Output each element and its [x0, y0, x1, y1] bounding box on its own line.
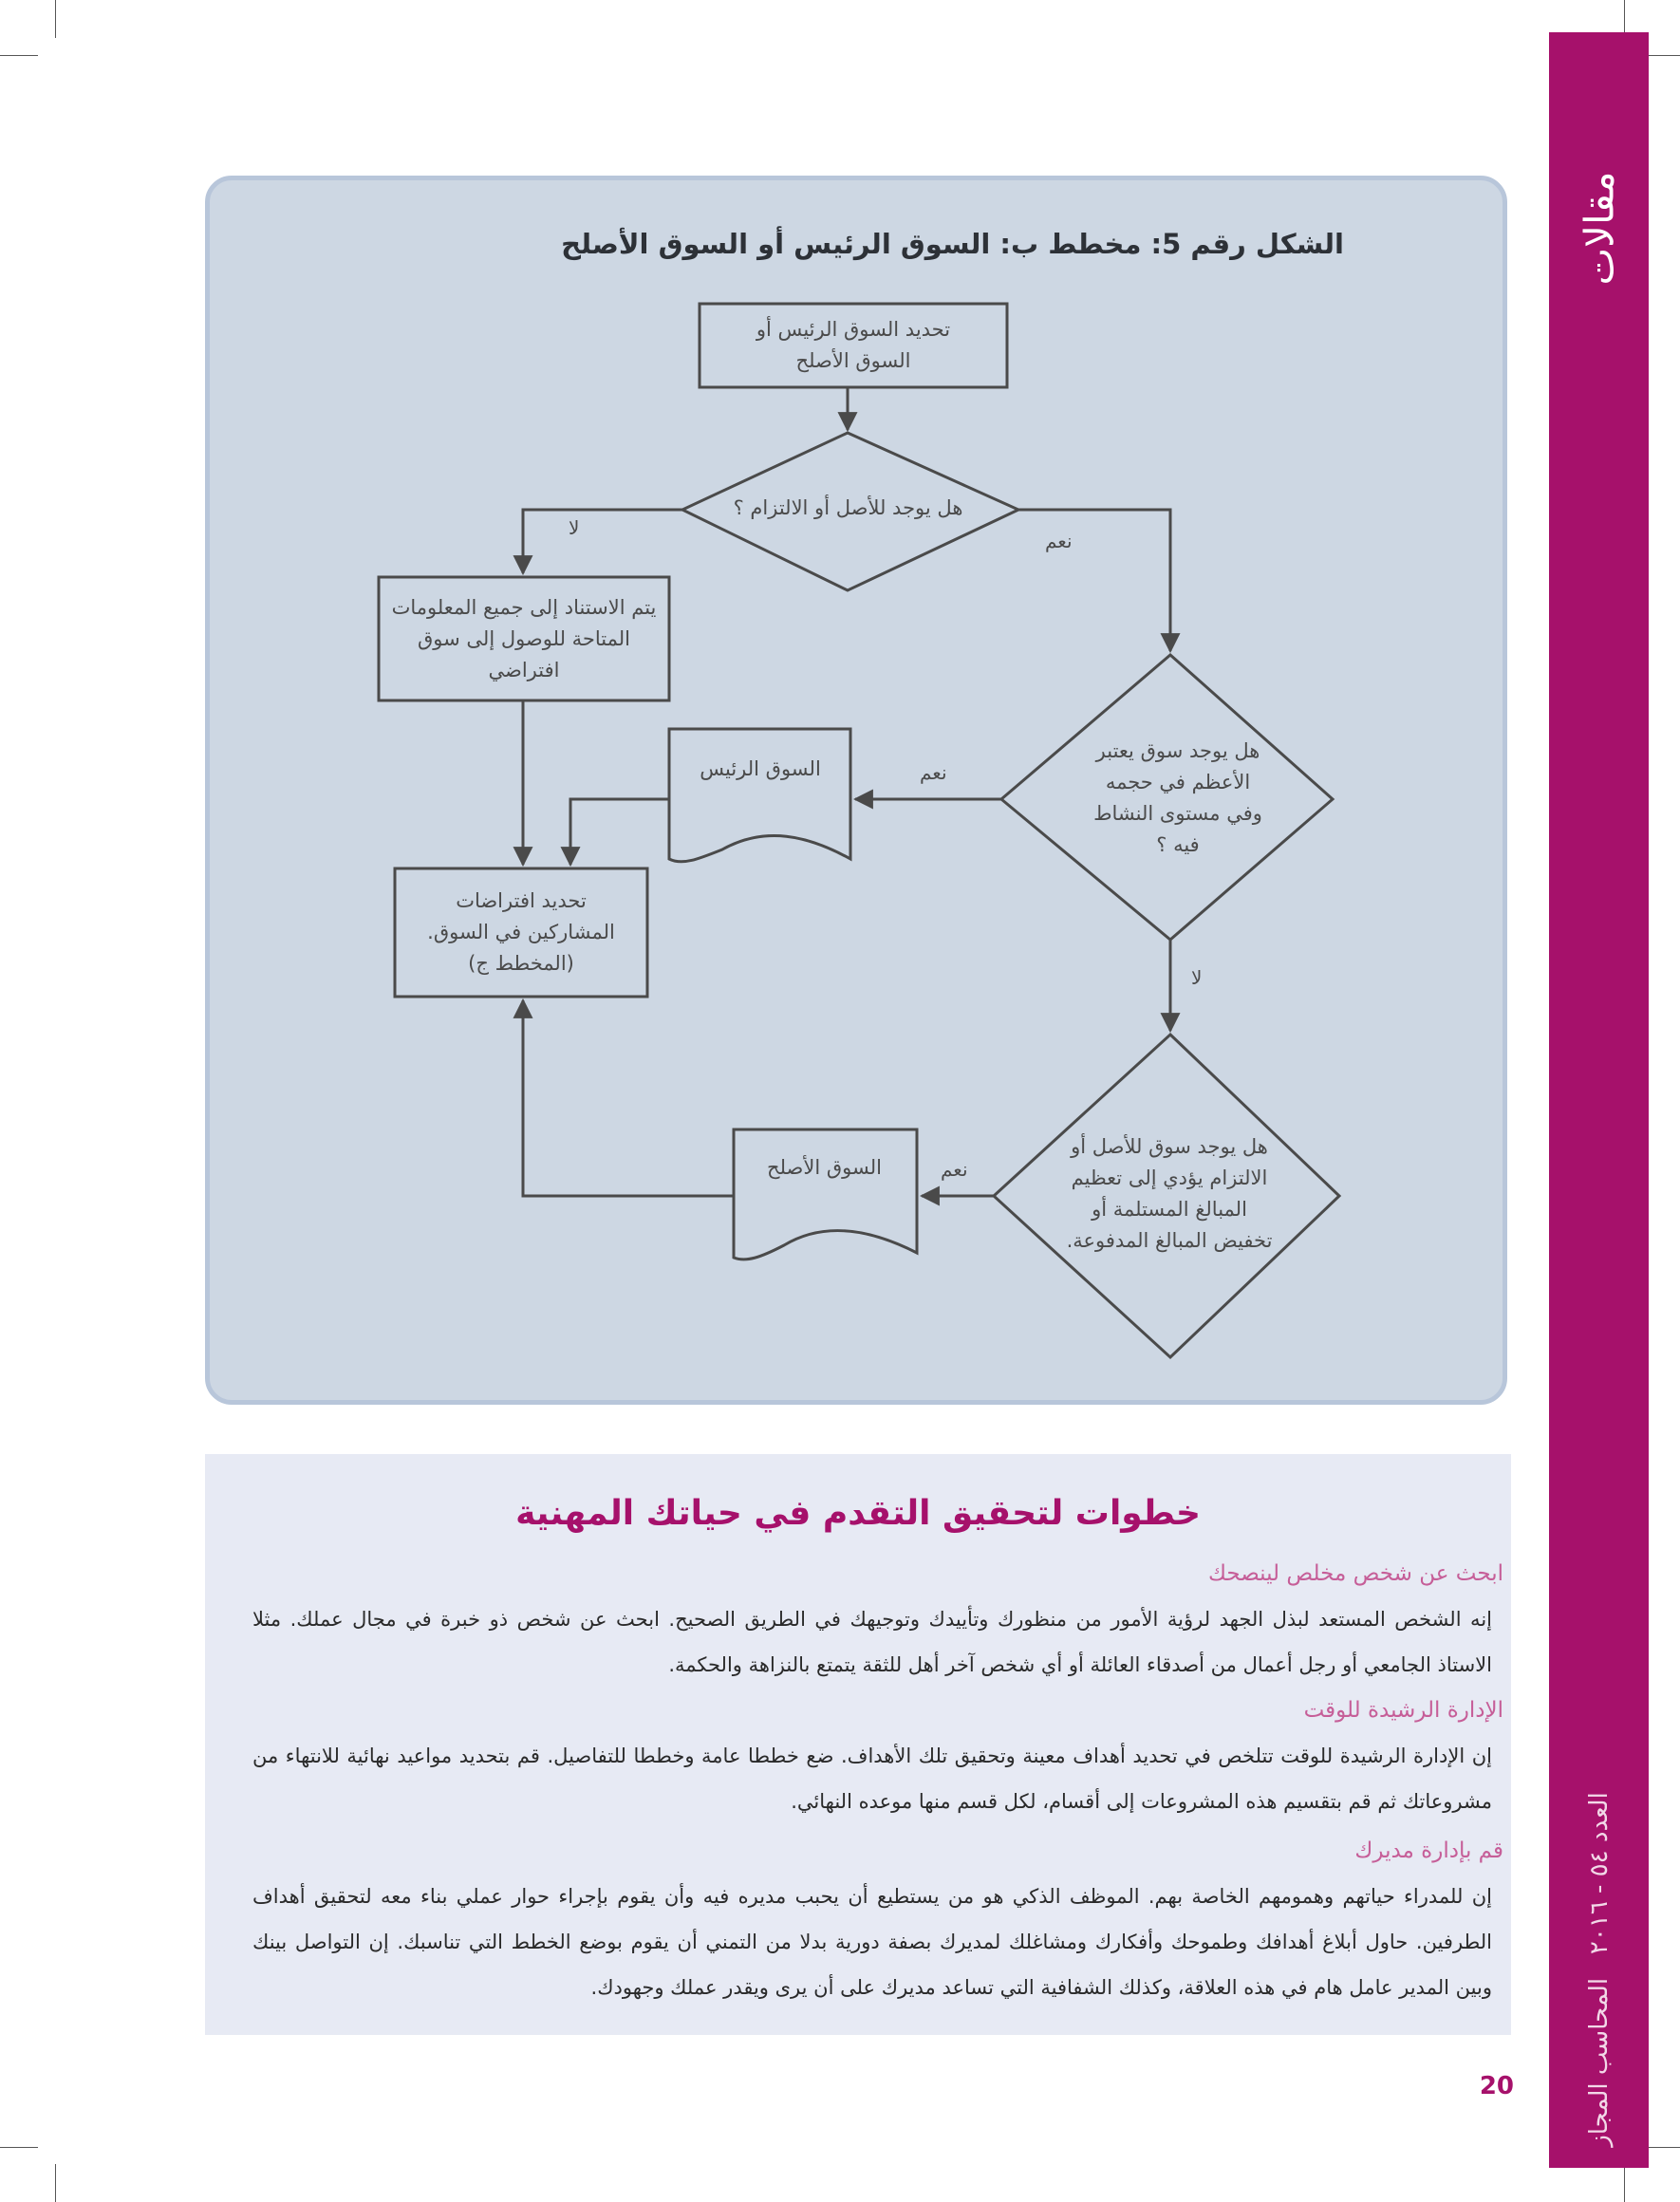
start-label: تحديد السوق الرئيس أو السوق الأصلح	[756, 318, 951, 372]
principal-document	[669, 729, 850, 862]
d3-yes-label: نعم	[941, 1158, 968, 1181]
crop-mark	[0, 55, 38, 56]
arrow-advantageous-to-participants	[523, 1000, 734, 1196]
d1-yes-label: نعم	[1045, 530, 1073, 552]
tips-title: خطوات لتحقيق التقدم في حياتك المهنية	[515, 1494, 1201, 1533]
advantageous-label: السوق الأصلح	[767, 1155, 882, 1179]
arrow-d1-yes	[1018, 510, 1170, 651]
d2-yes-label: نعم	[920, 761, 947, 784]
section-label	[1562, 142, 1636, 313]
assume-label: يتم الاستناد إلى جميع المعلومات المتاحة للوصول إلى سوق افتراضي	[391, 595, 657, 681]
career-tips-panel	[205, 1454, 1511, 2035]
tip-heading: ابحث عن شخص مخلص لينصحك	[1207, 1561, 1503, 1586]
crop-mark	[55, 2164, 56, 2202]
tip-body: إن الإدارة الرشيدة للوقت تتلخص في تحديد أهداف معينة وتحقيق تلك الأهداف. ضع خططا عامة وخططا للتفاصيل. قم بتحديد مواعيد نهائية للانتهاء من مشروعاتك ثم قم بتقسيم هذه المشروعات إلى أقسام، لكل قسم منها موعده النهائي.	[252, 1745, 1492, 1813]
participants-label: تحديد افتراضات المشاركين في السوق. (المخطط ج)	[427, 889, 615, 975]
decision1-label: هل يوجد للأصل أو الالتزام ؟	[733, 495, 963, 519]
flowchart-panel	[205, 176, 1507, 1405]
tip-body: إنه الشخص المستعد لبذل الجهد لرؤية الأمور من منظورك وتأييدك وتوجيهك في الطريق الصحيح. ابحث عن شخص ذو خبرة في مجال عملك. مثلا الاستاذ الجامعي أو رجل أعمال من أصدقاء العائلة أو أي شخص آخر أهل للثقة يتمتع بالنزاهة والحكمة.	[252, 1608, 1492, 1676]
magazine-name-issue	[1585, 1792, 1614, 2147]
section-name: مقالات	[1576, 170, 1623, 286]
issue-number: العدد ٥٤ - ٢٠١٦	[1585, 1792, 1615, 1955]
arrow-principal-to-participants	[570, 799, 669, 865]
crop-mark	[0, 2147, 38, 2148]
crop-mark	[55, 0, 56, 38]
principal-label: السوق الرئيس	[700, 756, 821, 780]
figure-title: الشكل رقم 5: مخطط ب: السوق الرئيس أو السوق الأصلح	[561, 228, 1344, 260]
d2-no-label: لا	[1191, 966, 1203, 989]
arrow-d1-no	[523, 510, 682, 573]
decision3-label: هل يوجد سوق للأصل أو الالتزام يؤدي إلى تعظيم المبالغ المستلمة أو تخفيض المبالغ المدفوعة.	[1066, 1134, 1273, 1252]
tip-heading: قم بإدارة مديرك	[1354, 1838, 1503, 1863]
tip-body: إن للمدراء حياتهم وهمومهم الخاصة بهم. الموظف الذكي هو من يستطيع أن يحبب مديره فيه وأن يقوم بإجراء حوار عملي بناء معه لتحقيق أهداف الطرفين. حاول أبلاغ أهدافك وطموحك وأفكارك ومشاغلك لمديرك بصفة دورية بدلا من التمني أن يقوم بوضع الخطط التي تناسبك. إن التواصل بينك وبين المدير عامل هام في هذه العلاقة، وكذلك الشفافية التي تساعد مديرك على أن يرى ويقدر عملك وجهودك.	[252, 1885, 1492, 1999]
magazine-label	[1562, 1784, 1636, 2155]
decision2-label: هل يوجد سوق يعتبر الأعظم في حجمه وفي مستوى النشاط فيه ؟	[1093, 738, 1262, 856]
magazine-name: المحاسب المجاز	[1585, 1977, 1615, 2147]
tip-heading: الإدارة الرشيدة للوقت	[1303, 1698, 1503, 1723]
page-number: 20	[1479, 2072, 1514, 2100]
crop-mark	[1624, 2164, 1625, 2202]
d1-no-label: لا	[569, 516, 580, 539]
